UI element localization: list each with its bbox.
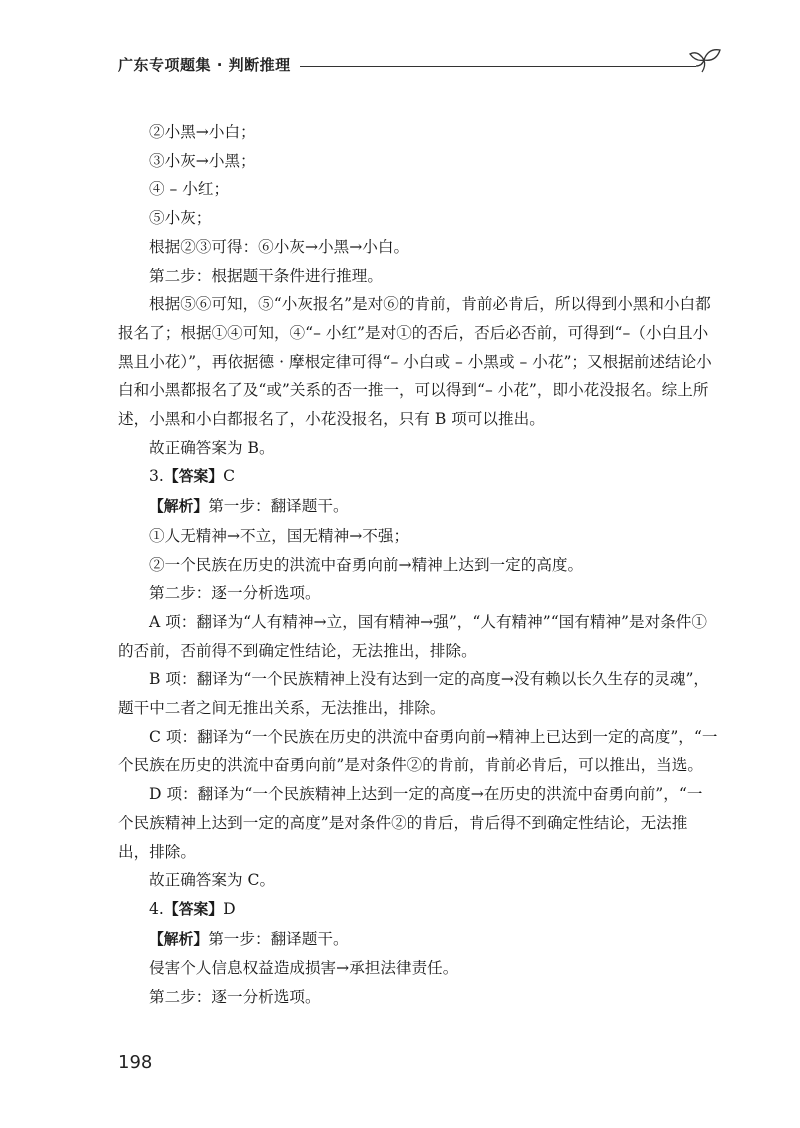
text-line: ②一个民族在历史的洪流中奋勇向前→精神上达到一定的高度。: [149, 555, 584, 574]
option-a-paragraph: A 项：翻译为“人有精神→立，国有精神→强”，“人有精神”“国有精神”是对条件①的否前，否前得不到确定性结论，无法推出，排除。: [118, 612, 707, 660]
text-line: 侵害个人信息权益造成损害→承担法律责任。: [149, 959, 459, 978]
option-b-paragraph: B 项：翻译为“一个民族精神上没有达到一定的高度→没有赖以长久生存的灵魂”，题干中二者之间无推出关系，无法推出，排除。: [118, 670, 710, 718]
analysis-lead: 第一步：翻译题干。: [208, 497, 349, 516]
text-line: ④ – 小红；: [149, 180, 230, 199]
page-body: [118, 118, 718, 1012]
page-number: 198: [118, 1052, 153, 1073]
text-line: 故正确答案为 B。: [149, 438, 275, 457]
running-header: 广东专项题集 · 判断推理: [118, 56, 291, 74]
answer-value: D: [223, 899, 236, 918]
analysis-tag: 【解析】: [149, 930, 209, 948]
text-line: 第二步：逐一分析选项。: [149, 584, 321, 603]
q4-analysis-line: [118, 925, 718, 955]
q4-answer-line: [118, 895, 718, 925]
question-number: 4.: [149, 899, 164, 918]
header-rule: [300, 66, 696, 67]
text-line: ③小灰→小黑；: [149, 151, 256, 170]
answer-tag: 【答案】: [163, 468, 224, 486]
option-d-paragraph: D 项：翻译为“一个民族精神上达到一定的高度→在历史的洪流中奋勇向前”，“一个民族精神上达到一定的高度”是对条件②的肯后，肯后得不到确定性结论，无法推出，排除。: [118, 785, 703, 861]
text-line: 第二步：根据题干条件进行推理。: [149, 266, 383, 285]
q3-analysis-line: [118, 492, 718, 522]
paragraph: 根据⑤⑥可知，⑤“小灰报名”是对⑥的肯前，肯前必肯后，所以得到小黑和小白都报名了；根据①④可知，④“– 小红”是对①的否后，否后必否前，可得到“–（小白且小黑且小花）”，再依据德 · 摩根定律可得“– 小白或 – 小黑或 – 小花”；又根据前述结论小白和小黑都报名了及“或”关系的否一推一，可以得到“– 小花”，即小花没报名。综上所述，小黑和小白都报名了，小花没报名，只有 B 项可以推出。: [118, 295, 712, 429]
text-line: 故正确答案为 C。: [149, 871, 276, 890]
answer-value: C: [223, 467, 236, 486]
answer-tag: 【答案】: [163, 900, 224, 918]
analysis-lead: 第一步：翻译题干。: [208, 929, 349, 948]
text-line: 根据②③可得：⑥小灰→小黑→小白。: [149, 237, 410, 256]
sprout-icon: [688, 40, 724, 76]
option-c-paragraph: C 项：翻译为“一个民族在历史的洪流中奋勇向前→精神上已达到一定的高度”，“一个民族在历史的洪流中奋勇向前”是对条件②的肯前，肯前必肯后，可以推出，当选。: [118, 727, 718, 775]
text-line: ⑤小灰；: [149, 209, 212, 228]
question-number: 3.: [149, 467, 164, 486]
analysis-tag: 【解析】: [149, 498, 209, 516]
text-line: 第二步：逐一分析选项。: [149, 988, 321, 1007]
q3-answer-line: [118, 462, 718, 492]
text-line: ①人无精神→不立，国无精神→不强；: [149, 526, 410, 545]
text-line: ②小黑→小白；: [149, 123, 256, 141]
